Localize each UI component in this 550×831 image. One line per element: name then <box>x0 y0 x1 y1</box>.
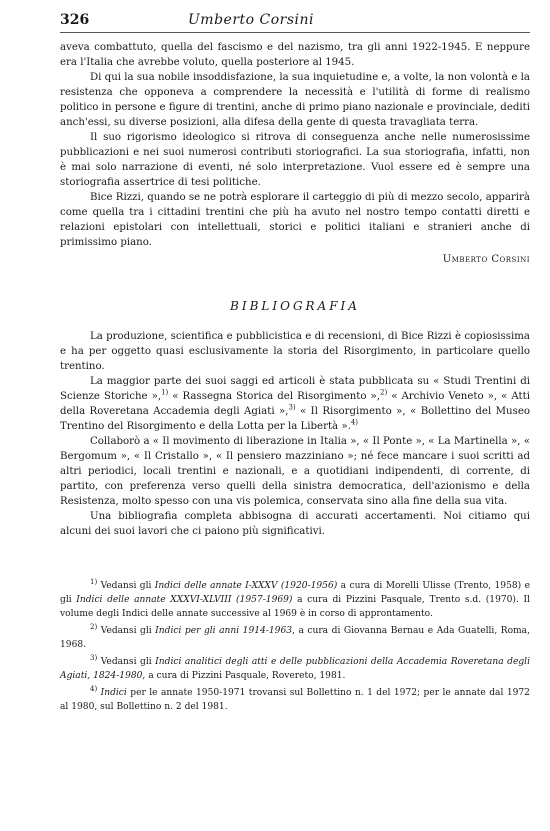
page-header <box>60 12 530 33</box>
text-run: , a cura di Giovanna Bernau e Ada Guatelli, Roma, 1968. <box>60 626 530 650</box>
footnote-ref: 4) <box>350 418 359 427</box>
text-run: Vedansi gli <box>97 626 156 636</box>
text-run: , a cura di Pizzini Pasquale, Rovereto, 1981. <box>142 671 346 681</box>
text-run: La maggior parte dei suoi saggi ed articoli è stata pubblicata su « Studi Trentini di Scienze Storiche », <box>60 376 530 402</box>
author-signature: Umberto Corsini <box>442 254 530 265</box>
text-run: « Rassegna Storica del Risorgimento », <box>168 391 380 402</box>
text-run: « Archivio Veneto », « Atti della Roveretana Accademia degli Agiati », <box>60 391 530 417</box>
footnote <box>60 579 530 621</box>
italic-title: Indici <box>100 688 127 698</box>
paragraph: Una bibliografia completa abbisogna di accurati accertamenti. Noi citiamo qui alcuni dei suoi lavori che ci paiono più significativi. <box>60 511 530 537</box>
footnote <box>60 655 530 683</box>
section-title: BIBLIOGRAFIA <box>230 299 360 313</box>
document-page <box>60 12 530 717</box>
footnote-number: 2) <box>90 622 98 631</box>
italic-title: Indici delle annate XXXVI-XLVIII (1957-1969) <box>76 595 293 605</box>
paragraph: Il suo rigorismo ideologico si ritrova di conseguenza anche nelle numerosissime pubblicazioni e nei suoi numerosi contributi storiografici. La sua storiografia, infatti, non è mai solo narrazione di eventi, né solo interpretazione. Vuol essere ed è sempre una storiografia assertrice di tesi politiche. <box>60 132 530 188</box>
footnote-number: 1) <box>90 577 98 586</box>
footnote-ref: 1) <box>161 388 169 397</box>
text-run: a cura di Pizzini Pasquale, Trento s.d. (1970). Il volume degli Indici delle annate successive al 1969 è in corso di approntamento. <box>60 595 530 619</box>
footnotes <box>60 579 530 714</box>
text-run: per le annate 1950-1971 trovansi sul Bollettino n. 1 del 1972; per le annate dal 1972 al 1980, sul Bollettino n. 2 del 1981. <box>60 688 530 712</box>
footnote-number: 4) <box>90 684 98 693</box>
article-body <box>60 40 530 539</box>
footnote-number: 3) <box>90 653 98 662</box>
paragraph: Bice Rizzi, quando se ne potrà esplorare il carteggio di più di mezzo secolo, apparirà come quella tra i cittadini trentini che più ha avuto nel nostro tempo contatti diretti e relazioni epistolari con intellettuali, storici e politici italiani e stranieri anche di primissimo piano. <box>60 192 530 248</box>
text-run: a cura di Morelli Ulisse (Trento, 1958) e gli <box>60 581 530 605</box>
footnote <box>60 624 530 652</box>
footnote <box>60 686 530 714</box>
text-run: Vedansi gli <box>97 581 155 591</box>
footnote-ref: 2) <box>380 388 388 397</box>
italic-title: Indici delle annate I-XXXV (1920-1956) <box>154 581 338 591</box>
paragraph: Di qui la sua nobile insoddisfazione, la sua inquietudine e, a volte, la non volontà e la resistenza che opponeva a comprendere la necessità e l'utilità di forme di realismo politico in persone e figure di trentini, anche di primo piano nazionale e provinciale, dediti anch'essi, su diverse posizioni, alla difesa della gente di questa travagliata terra. <box>60 72 530 128</box>
paragraph: aveva combattuto, quella del fascismo e del nazismo, tra gli anni 1922-1945. E neppure era l'Italia che avrebbe voluto, quella posteriore al 1945. <box>60 42 530 68</box>
page-number: 326 <box>60 12 90 28</box>
running-head: Umberto Corsini <box>188 12 315 28</box>
footnote-ref: 3) <box>288 403 296 412</box>
text-run: « Il Risorgimento », « Bollettino del Museo Trentino del Risorgimento e della Lotta per la Libertà ». <box>60 406 530 432</box>
paragraph: Collaborò a « Il movimento di liberazione in Italia », « Il Ponte », « La Martinella », « Bergomum », « Il Cristallo », « Il pensiero mazziniano »; né fece mancare i suoi scritti ad altri periodici, locali trentini e nazionali, e a quotidiani indipendenti, di corrente, di partito, con preferenza verso quelli della sinistra democratica, dell'azionismo e della Resistenza, molto spesso con una vis polemica, conservata sino alla fine della sua vita. <box>60 436 530 507</box>
paragraph <box>60 374 530 434</box>
italic-title: Indici per gli anni 1914-1963 <box>155 626 293 636</box>
text-run: Vedansi gli <box>97 657 156 667</box>
italic-title: Indici analitici degli atti e delle pubblicazioni della Accademia Roveretana degli Agiati, 1824-1980 <box>60 657 530 681</box>
paragraph: La produzione, scientifica e pubblicistica e di recensioni, di Bice Rizzi è copiosissima e ha per oggetto quasi esclusivamente la storia del Risorgimento, in particolare quello trentino. <box>60 331 530 372</box>
